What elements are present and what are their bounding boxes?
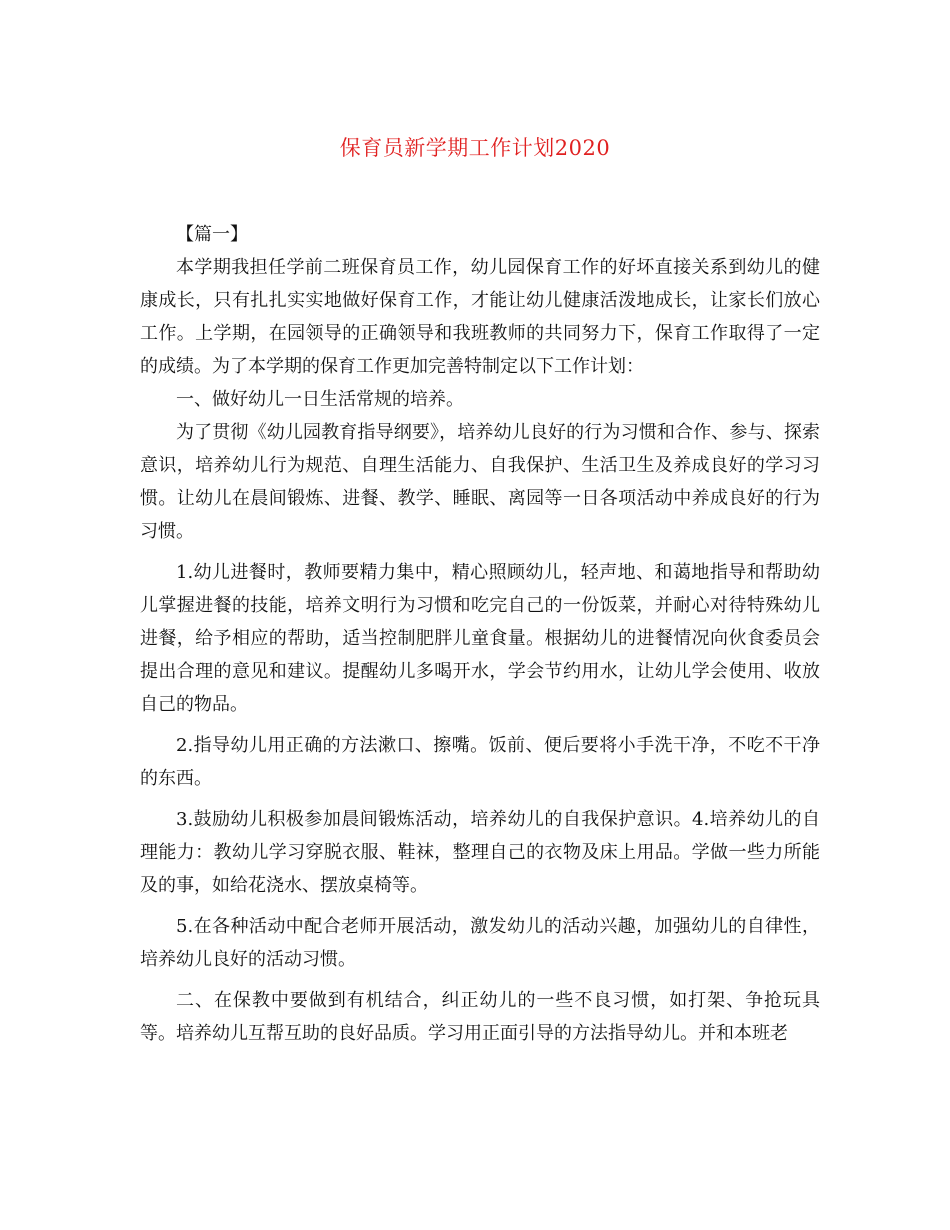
document-body: [140, 218, 820, 1050]
document-title: 保育员新学期工作计划2020: [339, 136, 611, 160]
section-heading-2: 二、在保教中要做到有机结合，纠正幼儿的一些不良习惯，如打架、争抢玩具等。培养幼儿互帮互助的良好品质。学习用正面引导的方法指导幼儿。并和本班老: [140, 990, 820, 1044]
section-heading-1: 一、做好幼儿一日生活常规的培养。: [176, 389, 464, 410]
paragraph-intro: 本学期我担任学前二班保育员工作，幼儿园保育工作的好坏直接关系到幼儿的健康成长，只有扎扎实实地做好保育工作，才能让幼儿健康活泼地成长，让家长们放心工作。上学期，在园领导的正确领导和我班教师的共同努力下，保育工作取得了一定的成绩。为了本学期的保育工作更加完善特制定以下工作计划：: [140, 257, 820, 377]
section-heading-part-one: 【篇一】: [176, 224, 248, 245]
paragraph-item-3-4: 3.鼓励幼儿积极参加晨间锻炼活动，培养幼儿的自我保护意识。4.培养幼儿的自理能力：教幼儿学习穿脱衣服、鞋袜，整理自己的衣物及床上用品。学做一些力所能及的事，如给花浇水、摆放桌椅等。: [140, 809, 820, 896]
paragraph-item-2: 2.指导幼儿用正确的方法漱口、擦嘴。饭前、便后要将小手洗干净，不吃不干净的东西。: [140, 735, 820, 789]
paragraph-routine: 为了贯彻《幼儿园教育指导纲要》，培养幼儿良好的行为习惯和合作、参与、探索意识，培养幼儿行为规范、自理生活能力、自我保护、生活卫生及养成良好的学习习惯。让幼儿在晨间锻炼、进餐、教学、睡眠、离园等一日各项活动中养成良好的行为习惯。: [140, 422, 820, 542]
paragraph-item-1: 1.幼儿进餐时，教师要精力集中，精心照顾幼儿，轻声地、和蔼地指导和帮助幼儿掌握进餐的技能，培养文明行为习惯和吃完自己的一份饭菜，并耐心对待特殊幼儿进餐，给予相应的帮助，适当控制肥胖儿童食量。根据幼儿的进餐情况向伙食委员会提出合理的意见和建议。提醒幼儿多喝开水，学会节约用水，让幼儿学会使用、收放自己的物品。: [140, 562, 820, 715]
paragraph-item-5: 5.在各种活动中配合老师开展活动，激发幼儿的活动兴趣，加强幼儿的自律性，培养幼儿良好的活动习惯。: [140, 916, 820, 970]
